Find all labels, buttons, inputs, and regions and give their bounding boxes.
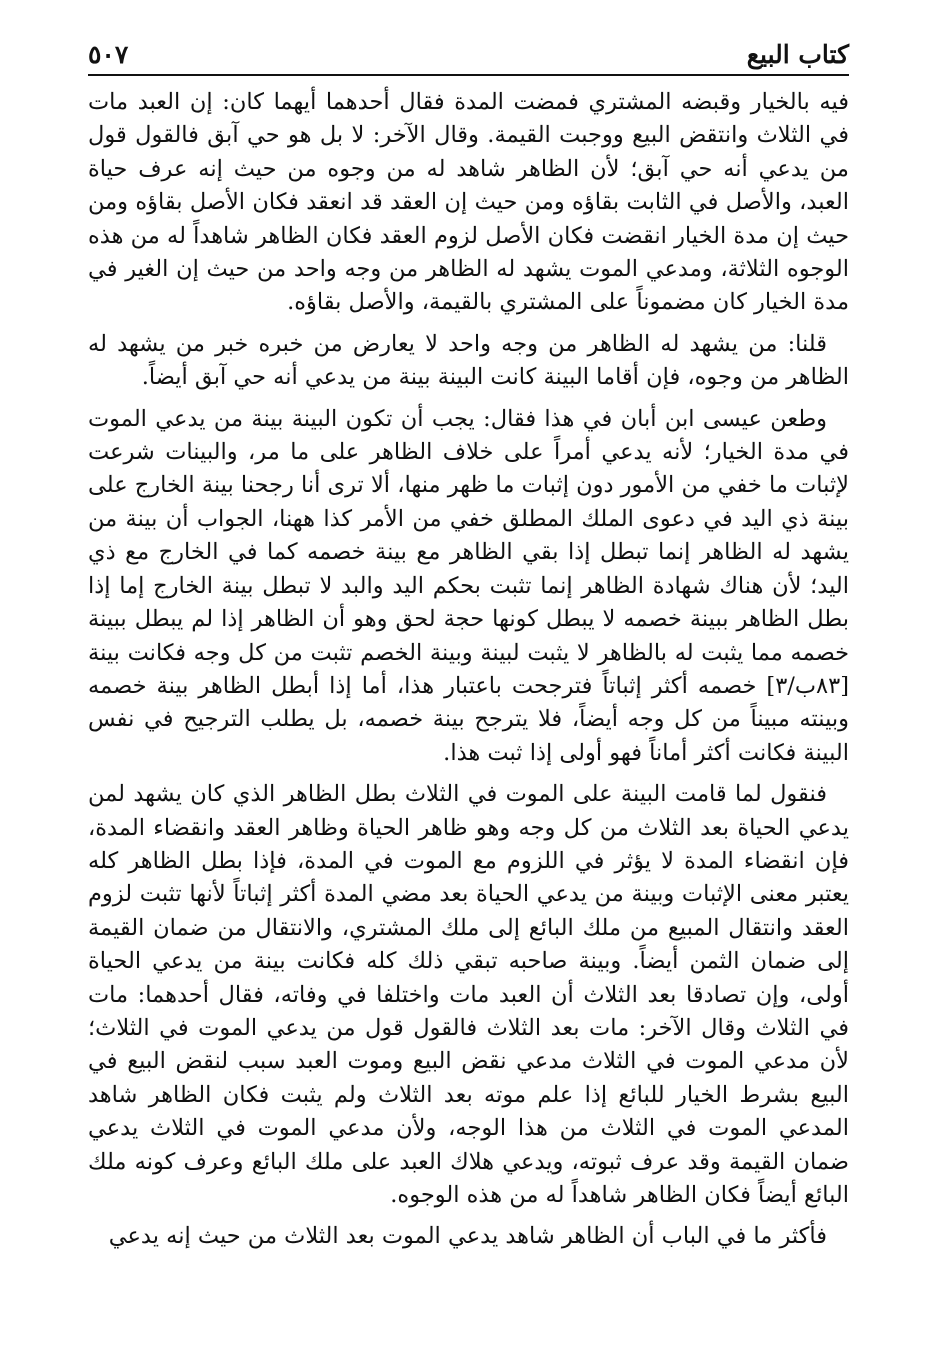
book-title: كتاب البيع: [746, 40, 849, 69]
paragraph-1: فيه بالخيار وقبضه المشتري فمضت المدة فقال أحدهما أيهما كان: إن العبد مات في الثلاث وانتقض البيع ووجبت القيمة. وقال الآخر: لا بل هو حي آبق فالقول قول من يدعي أنه حي آبق؛ لأن الظاهر شاهد له من وجوه من حيث إنه عرف حياة العبد، والأصل في الثابت بقاؤه ومن حيث إن العقد قد انعقد فكان الأصل بقاؤه ومن حيث إن مدة الخيار انقضت فكان الأصل لزوم العقد فكان الظاهر شاهداً له من هذه الوجوه الثلاثة، ومدعي الموت يشهد له الظاهر من وجه واحد من حيث إن الغير في مدة الخيار كان مضموناً على المشتري بالقيمة، والأصل بقاؤه.: [88, 89, 849, 316]
paragraph-3: وطعن عيسى ابن أبان في هذا فقال: يجب أن تكون البينة بينة من يدعي الموت في مدة الخيار؛ لأنه يدعي أمراً على خلاف الظاهر على ما مر، والبينات شرعت لإثبات ما خفي من الأمور دون إثبات ما ظهر منها، ألا ترى أنا رجحنا بينة الخارج على بينة ذي اليد في دعوى الملك المطلق خفي من الأمر كذا ههنا، الجواب أن بينة من يشهد له الظاهر إنما تبطل إذا بقي الظاهر مع بينة خصمه كما في الخارج مع ذي اليد؛ لأن هناك شهادة الظاهر إنما تثبت بحكم اليد والبد لا تبطل بينة الخارج إما إذا بطل الظاهر ببينة خصمه لا يبطل كونها حجة لحق وهو أن الظاهر إذا لم يبطل ببينة خصمه مما يثبت له بالظاهر لا يثبت لبينة وبينة الخصم تثبت من كل وجه فكانت بينة [٨٣ب/٣] خصمه أكثر إثباتاً فترجحت باعتبار هذا، أما إذا أبطل الظاهر بينة خصمه وبينته مبيناً من كل وجه أيضاً، فلا يترجح بينة خصمه، بل يطلب الترجيح في نفس البينة فكانت أكثر أماناً فهو أولى إذا ثبت هذا.: [88, 405, 850, 766]
paragraph-2: قلنا: من يشهد له الظاهر من وجه واحد لا يعارض من خبره خبر من يشهد له الظاهر من وجوه، فإن أقاما البينة كانت البينة بينة من يدعي أنه حي آبق أيضاً.: [88, 330, 849, 391]
paragraph-5: فأكثر ما في الباب أن الظاهر شاهد يدعي الموت بعد الثلاث من حيث إنه يدعي: [108, 1223, 827, 1250]
paragraph-4: فنقول لما قامت البينة على الموت في الثلاث بطل الظاهر الذي كان يشهد لمن يدعي الحياة بعد الثلاث من كل وجه وهو ظاهر الحياة وظاهر العقد وانقضاء المدة، فإن انقضاء المدة لا يؤثر في اللزوم مع الموت في المدة، فإذا بطل الظاهر كله يعتبر معنى الإثبات وبينة من يدعي الحياة بعد مضي المدة أكثر إثباتاً لأنها تثبت لزوم العقد وانتقال المبيع من ملك البائع إلى ملك المشتري، والانتقال من ضمان القيمة إلى ضمان الثمن أيضاً. وبينة صاحبه تبقي ذلك كله فكانت بينة من يدعي الحياة أولى، وإن تصادقا بعد الثلاث أن العبد مات واختلفا في وفاته، فقال أحدهما: مات في الثلاث وقال الآخر: مات بعد الثلاث فالقول قول من يدعي الموت في الثلاث؛ لأن مدعي الموت في الثلاث مدعي نقض البيع وموت العبد سبب لنقض البيع في البيع بشرط الخيار للبائع إذا علم موته بعد الثلاث ولم يثبت فكان الظاهر شاهد المدعي الموت في الثلاث من هذا الوجه، ولأن مدعي الموت في الثلاث يدعي ضمان القيمة وقد عرف ثبوته، ويدعي هلاك العبد على ملك البائع وعرف كونه ملك البائع أيضاً فكان الظاهر شاهداً له من هذه الوجوه.: [88, 781, 849, 1208]
page-header: [88, 30, 849, 70]
page-body: [88, 86, 849, 1262]
header-rule: [88, 74, 849, 76]
page-number: ٥٠٧: [88, 40, 129, 69]
